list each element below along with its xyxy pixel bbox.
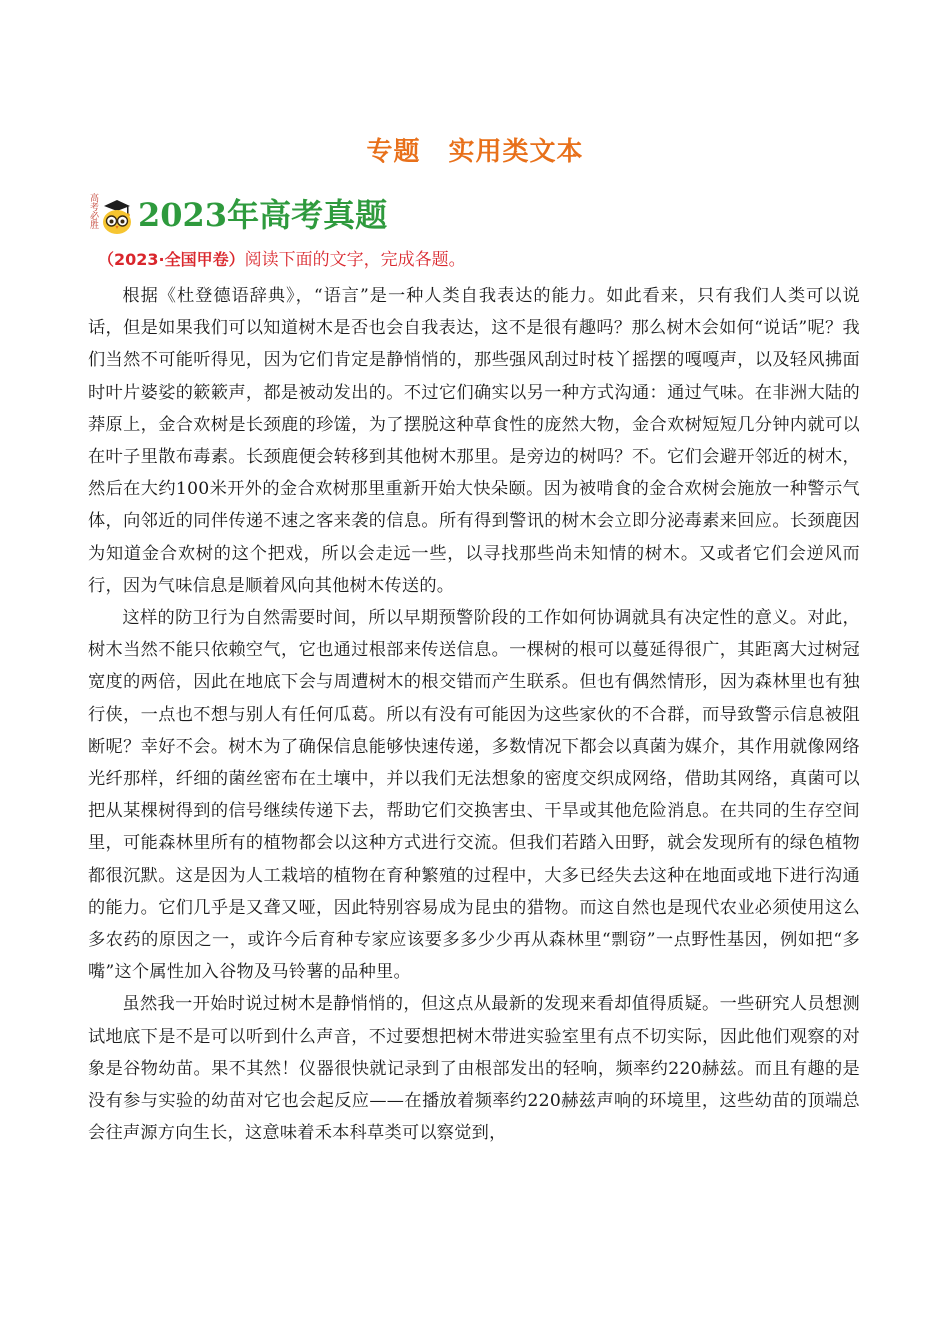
section-title: 2023年高考真题 [138, 196, 388, 234]
section-header [88, 190, 387, 240]
question-source: （2023·全国甲卷） [98, 250, 245, 269]
article-paragraph: 虽然我一开始时说过树木是静悄悄的，但这点从最新的发现来看却值得质疑。一些研究人员想测试地底下是不是可以听到什么声音，不过要想把树木带进实验室里有点不切实际，因此他们观察的对象是谷物幼苗。果不其然！仪器很快就记录到了由根部发出的轻响，频率约220赫兹。而且有趣的是没有参与实验的幼苗对它也会起反应——在播放着频率约220赫兹声响的环境里，这些幼苗的顶端总会往声源方向生长，这意味着禾本科草类可以察觉到， [88, 994, 860, 1144]
article-paragraph: 这样的防卫行为自然需要时间，所以早期预警阶段的工作如何协调就具有决定性的意义。对此，树木当然不能只依赖空气，它也通过根部来传送信息。一棵树的根可以蔓延得很广，其距离大过树冠宽度的两倍，因此在地底下会与周遭树木的根交错而产生联系。但也有偶然情形，因为森林里也有独行侠，一点也不想与别人有任何瓜葛。所以有没有可能因为这些家伙的不合群，而导致警示信息被阻断呢？幸好不会。树木为了确保信息能够快速传递，多数情况下都会以真菌为媒介，其作用就像网络光纤那样，纤细的菌丝密布在土壤中，并以我们无法想象的密度交织成网络，借助其网络，真菌可以把从某棵树得到的信号继续传递下去，帮助它们交换害虫、干旱或其他危险消息。在共同的生存空间里，可能森林里所有的植物都会以这种方式进行交流。但我们若踏入田野，就会发现所有的绿色植物都很沉默。这是因为人工栽培的植物在育种繁殖的过程中，大多已经失去这种在地面或地下进行沟通的能力。它们几乎是又聋又哑，因此特别容易成为昆虫的猎物。而这自然也是现代农业必须使用这么多农药的原因之一，或许今后育种专家应该要多多少少再从森林里“剽窃”一点野性基因，例如把“多嘴”这个属性加入谷物及马铃薯的品种里。 [88, 608, 860, 983]
article-paragraph: 根据《杜登德语辞典》，“语言”是一种人类自我表达的能力。如此看来，只有我们人类可以说话，但是如果我们可以知道树木是否也会自我表达，这不是很有趣吗？那么树木会如何“说话”呢？我们当然不可能听得见，因为它们肯定是静悄悄的，那些强风刮过时枝丫摇摆的嘎嘎声，以及轻风拂面时叶片婆娑的簌簌声，都是被动发出的。不过它们确实以另一种方式沟通：通过气味。在非洲大陆的莽原上，金合欢树是长颈鹿的珍馐，为了摆脱这种草食性的庞然大物，金合欢树短短几分钟内就可以在叶子里散布毒素。长颈鹿便会转移到其他树木那里。是旁边的树吗？不。它们会避开邻近的树木，然后在大约100米开外的金合欢树那里重新开始大快朵颐。因为被啃食的金合欢树会施放一种警示气体，向邻近的同伴传递不速之客来袭的信息。所有得到警讯的树木会立即分泌毒素来回应。长颈鹿因为知道金合欢树的这个把戏，所以会走远一些，以寻找那些尚未知情的树木。又或者它们会逆风而行，因为气味信息是顺着风向其他树木传送的。 [88, 286, 860, 596]
page-title [0, 134, 950, 170]
question-intro [98, 246, 466, 274]
article-body [88, 280, 860, 1149]
owl-graduate-icon [100, 195, 134, 235]
question-instruction: 阅读下面的文字，完成各题。 [244, 250, 466, 270]
topic-label: 专题 [366, 137, 421, 167]
topic-name: 实用类文本 [448, 137, 584, 167]
badge-side-text: 高考必胜 [88, 193, 98, 229]
